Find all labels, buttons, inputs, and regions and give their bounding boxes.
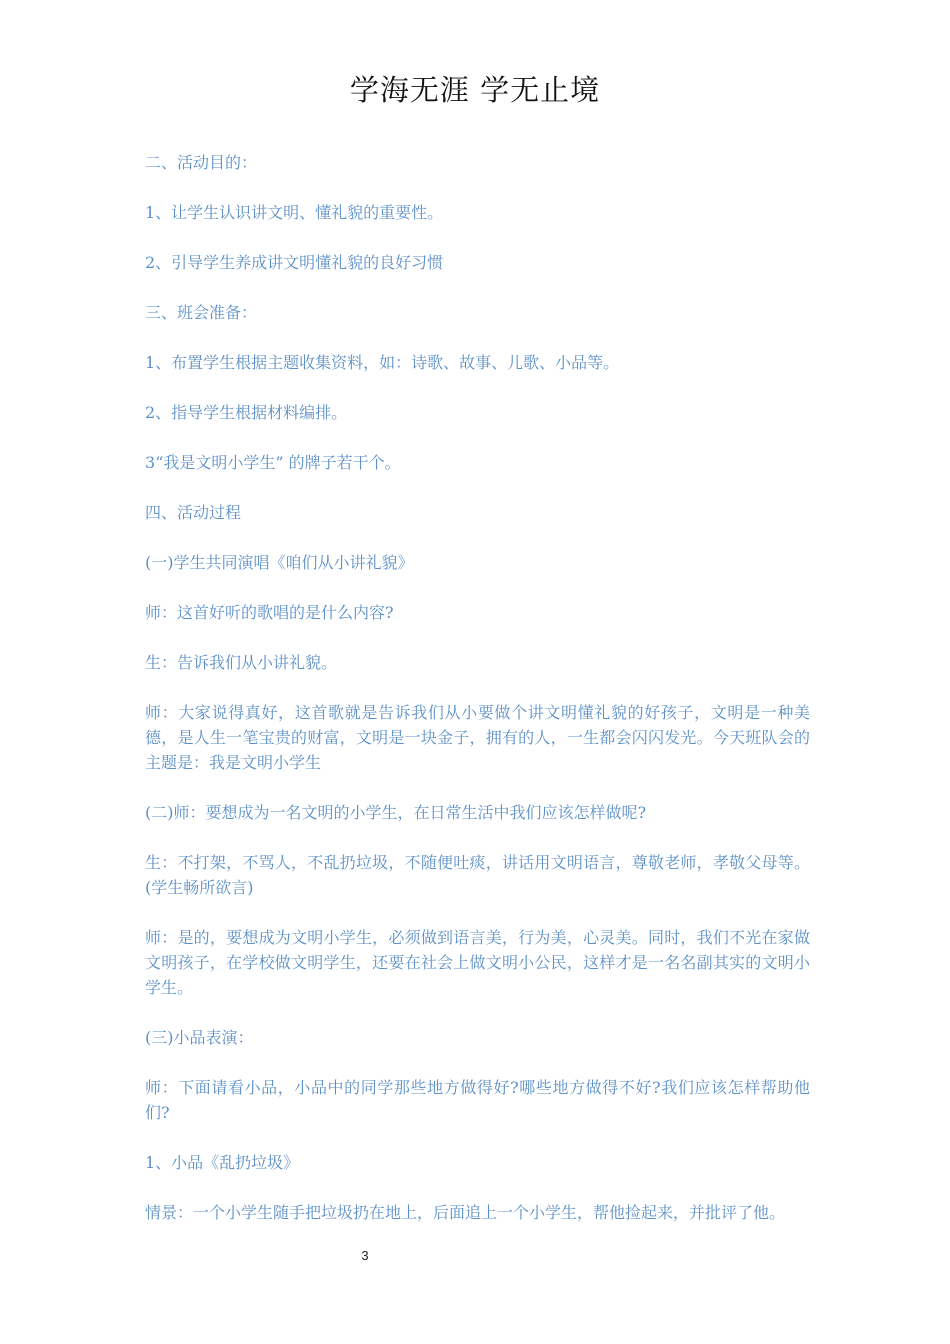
page-number: 3 (361, 1248, 369, 1263)
paragraph: 1、让学生认识讲文明、懂礼貌的重要性。 (145, 203, 444, 222)
paragraph: (一)学生共同演唱《咱们从小讲礼貌》 (145, 553, 414, 572)
paragraph: 2、引导学生养成讲文明懂礼貌的良好习惯 (145, 253, 444, 272)
paragraph: 师：下面请看小品，小品中的同学那些地方做得好?哪些地方做得不好?我们应该怎样帮助他们? (145, 1078, 810, 1122)
paragraph: 3“我是文明小学生” 的牌子若干个。 (145, 453, 401, 472)
paragraph: 师：是的，要想成为文明小学生，必须做到语言美，行为美，心灵美。同时，我们不光在家做文明孩子，在学校做文明学生，还要在社会上做文明小公民，这样才是一名名副其实的文明小学生。 (145, 928, 810, 997)
paragraph: 师：这首好听的歌唱的是什么内容? (145, 603, 394, 622)
paragraph: 三、班会准备： (145, 303, 258, 322)
paragraph: 情景：一个小学生随手把垃圾扔在地上，后面追上一个小学生，帮他捡起来，并批评了他。 (145, 1203, 786, 1222)
paragraph: 四、活动过程 (145, 503, 242, 522)
paragraph: 1、小品《乱扔垃圾》 (145, 1153, 300, 1172)
paragraph: 生：告诉我们从小讲礼貌。 (145, 653, 338, 672)
paragraph: 1、布置学生根据主题收集资料，如：诗歌、故事、儿歌、小品等。 (145, 353, 620, 372)
paragraph: 师：大家说得真好，这首歌就是告诉我们从小要做个讲文明懂礼貌的好孩子，文明是一种美德，是人生一笔宝贵的财富，文明是一块金子，拥有的人，一生都会闪闪发光。今天班队会的主题是：我是文明小学生 (145, 703, 810, 772)
paragraph: (三)小品表演： (145, 1028, 254, 1047)
paragraph: 生：不打架，不骂人，不乱扔垃圾，不随便吐痰，讲话用文明语言，尊敬老师，孝敬父母等。(学生畅所欲言) (145, 853, 810, 897)
paragraph: 2、指导学生根据材料编排。 (145, 403, 348, 422)
document-body (145, 150, 810, 1250)
page-header-title: 学海无涯 学无止境 (349, 73, 601, 107)
paragraph: 二、活动目的： (145, 153, 258, 172)
paragraph: (二)师：要想成为一名文明的小学生，在日常生活中我们应该怎样做呢? (145, 803, 647, 822)
